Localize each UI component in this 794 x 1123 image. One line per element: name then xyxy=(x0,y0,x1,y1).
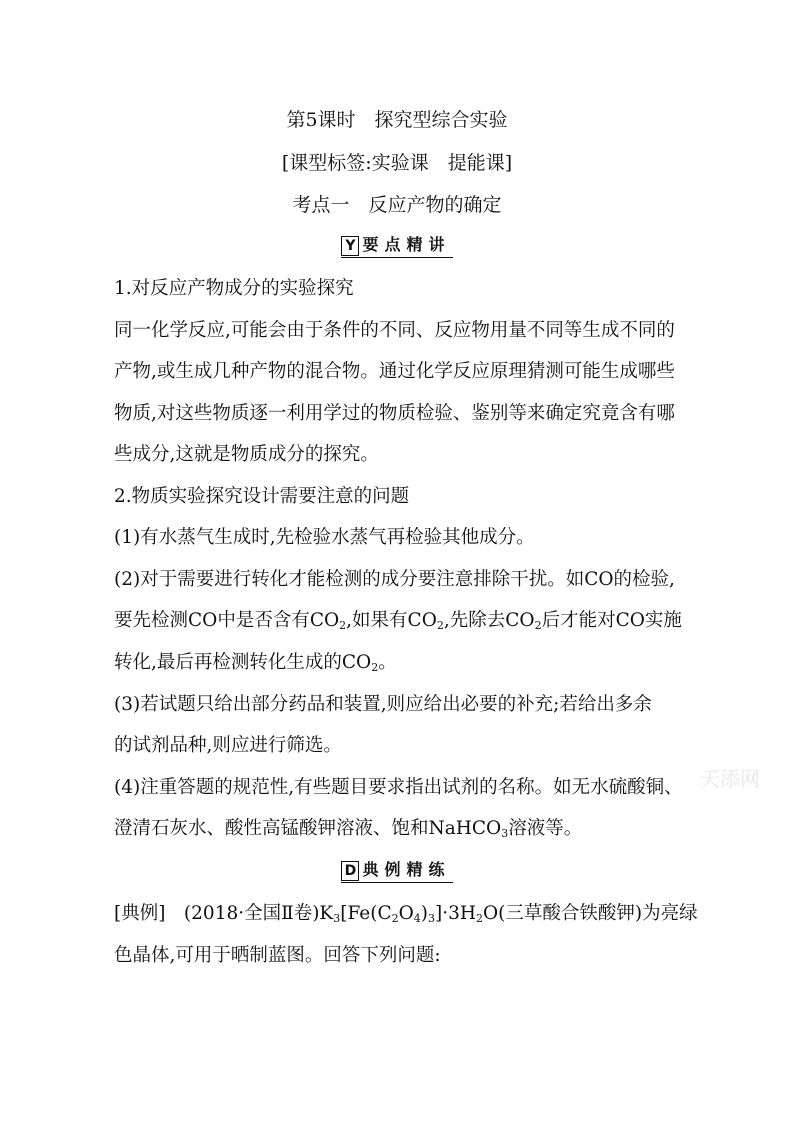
heading-1: 1.对反应产物成分的实验探究 xyxy=(114,278,354,299)
heading-2: 2.物质实验探究设计需要注意的问题 xyxy=(114,486,410,507)
item-2-line-1: (2)对于需要进行转化才能检测的成分要注意排除干扰。如CO的检验, xyxy=(114,569,675,590)
badge-letter: D xyxy=(341,861,359,881)
paragraph-line: 些成分,这就是物质成分的探究。 xyxy=(114,444,379,465)
watermark: 天添网 xyxy=(700,767,760,791)
item-2-line-2: 要先检测CO中是否含有$CO_2$,如果有$CO_2$,先除去$CO_2$后才能对CO实施 xyxy=(114,610,682,632)
paragraph-line: 同一化学反应,可能会由于条件的不同、反应物用量不同等生成不同的 xyxy=(114,320,675,341)
lesson-title: 第5课时 探究型综合实验 xyxy=(286,109,508,131)
paragraph-line: 产物,或生成几种产物的混合物。通过化学反应原理猜测可能生成哪些 xyxy=(114,361,675,382)
section-title: 考点一 反应产物的确定 xyxy=(292,194,502,216)
item-2-line-3: 转化,最后再检测转化生成的$CO_2$。 xyxy=(114,652,397,674)
item-4-line-1: (4)注重答题的规范性,有些题目要求指出试剂的名称。如无水硫酸铜、 xyxy=(114,777,683,798)
badge-examples xyxy=(0,857,794,883)
example-line-1: [典例] (2018·全国Ⅱ卷)$K_3[Fe(C_2O_4)_3]\cdot 3H_2O$(三草酸合铁酸钾)为亮绿 xyxy=(114,903,698,925)
badge-label: 要点精讲 xyxy=(362,235,451,254)
paragraph-line: 物质,对这些物质逐一利用学过的物质检验、鉴别等来确定究竟含有哪 xyxy=(114,403,675,424)
item-4-line-2: 澄清石灰水、酸性高锰酸钾溶液、饱和NaHCO$_3$溶液等。 xyxy=(114,818,583,840)
badge-key-points xyxy=(0,232,794,258)
item-3-line-2: 的试剂品种,则应进行筛选。 xyxy=(114,735,342,756)
item-3-line-1: (3)若试题只给出部分药品和装置,则应给出必要的补充;若给出多余 xyxy=(114,694,652,715)
badge-label: 典例精练 xyxy=(362,860,451,879)
lesson-tag: [课型标签:实验课 提能课] xyxy=(281,152,513,174)
badge-letter: Y xyxy=(341,236,359,256)
example-line-2: 色晶体,可用于晒制蓝图。回答下列问题: xyxy=(114,945,441,966)
item-1: (1)有水蒸气生成时,先检验水蒸气再检验其他成分。 xyxy=(114,527,535,548)
